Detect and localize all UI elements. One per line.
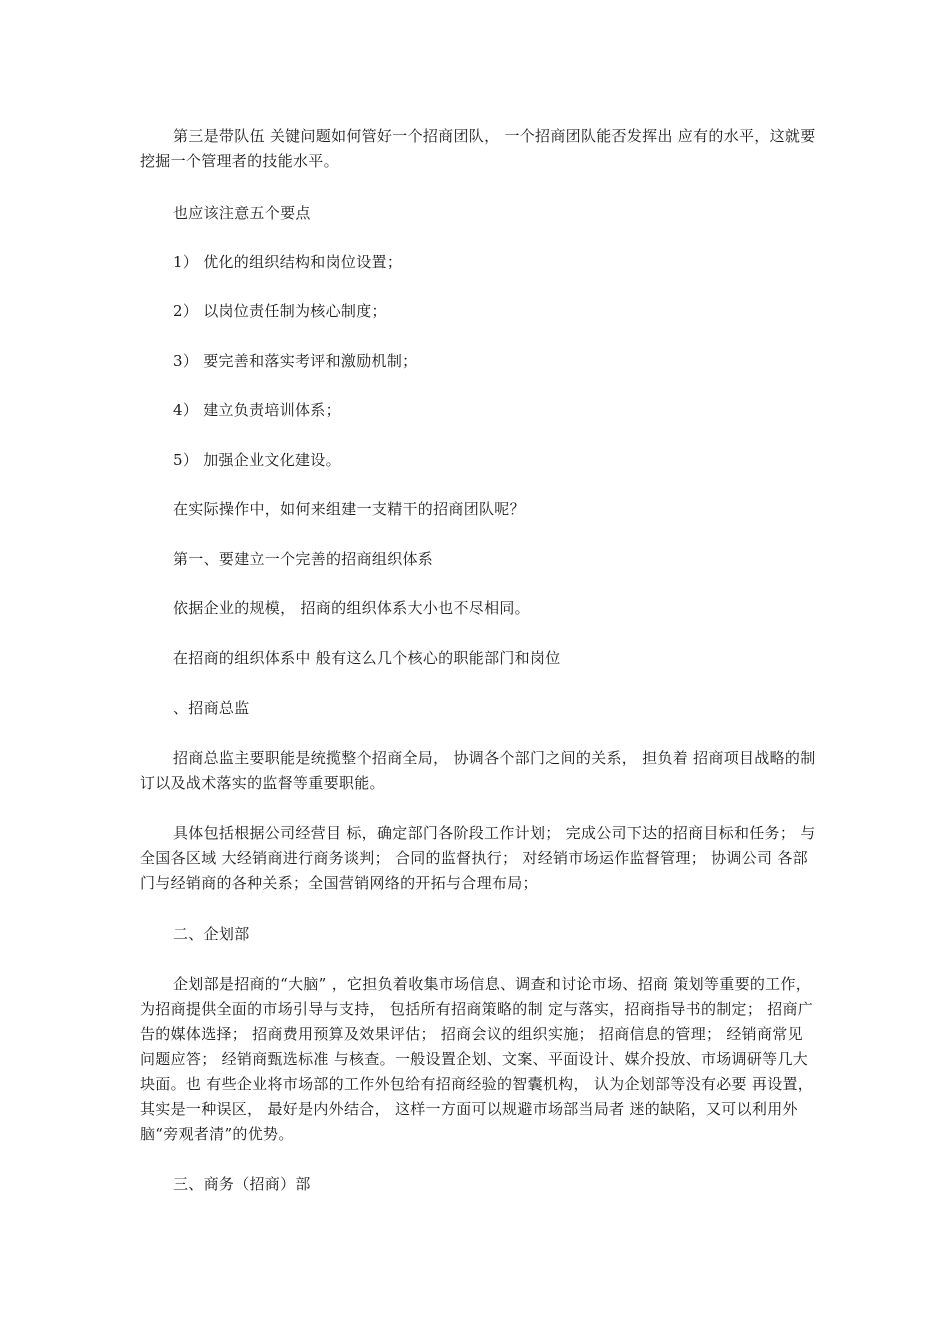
- paragraph-core-departments: 在招商的组织体系中 般有这么几个核心的职能部门和岗位: [173, 649, 561, 667]
- list-item-1: 1） 优化的组织结构和岗位设置；: [173, 253, 403, 271]
- heading-first: 第一、要建立一个完善的招商组织体系: [173, 550, 434, 568]
- list-item-5: 5） 加强企业文化建设。: [173, 451, 341, 469]
- list-item-4: 4） 建立负责培训体系；: [173, 401, 341, 419]
- paragraph-lead-team: 第三是带队伍 关键问题如何管好一个招商团队， 一个招商团队能否发挥出 应有的水平，这就要挖掘一个管理者的技能水平。: [140, 127, 816, 170]
- paragraph-question: 在实际操作中，如何来组建一支精干的招商团队呢？: [173, 500, 525, 518]
- list-item-3: 3） 要完善和落实考评和激励机制；: [173, 352, 418, 370]
- paragraph-scale: 依据企业的规模， 招商的组织体系大小也不尽相同。: [173, 599, 530, 617]
- paragraph-planning-dept: 企划部是招商的“大脑” ，它担负着收集市场信息、调查和讨论市场、招商 策划等重要的工作， 为招商提供全面的市场引导与支持， 包括所有招商策略的制 定与落实，招商指导书的制定； 招商广告的媒体选择； 招商费用预算及效果评估； 招商会议的组织实施； 招商信息的管理； 经销商常见问题应答； 经销商甄选标准 与核查。一般设置企划、文案、平面设计、媒介投放、市场调研等几大块面。也 有些企业将市场部的工作外包给有招商经验的智囊机构， 认为企划部等没有必要 再设置，其实是一种误区， 最好是内外结合， 这样一方面可以规避市场部当局者 迷的缺陷，又可以利用外脑“旁观者清”的优势。: [140, 975, 814, 1143]
- paragraph-five-points: 也应该注意五个要点: [173, 204, 311, 222]
- paragraph-director-details: 具体包括根据公司经营目 标，确定部门各阶段工作计划； 完成公司下达的招商目标和任务； 与全国各区域 大经销商进行商务谈判； 合同的监督执行； 对经销市场运作监督管理； 协调公司 各部门与经销商的各种关系；全国营销网络的开拓与合理布局；: [140, 824, 816, 892]
- heading-director: 、招商总监: [173, 699, 250, 717]
- paragraph-director-duties: 招商总监主要职能是统揽整个招商全局， 协调各个部门之间的关系， 担负着 招商项目战略的制订以及战术落实的监督等重要职能。: [140, 749, 816, 792]
- heading-business-dept: 三、商务（招商）部: [173, 1175, 311, 1193]
- list-item-2: 2） 以岗位责任制为核心制度；: [173, 302, 387, 320]
- heading-planning-dept: 二、企划部: [173, 925, 250, 943]
